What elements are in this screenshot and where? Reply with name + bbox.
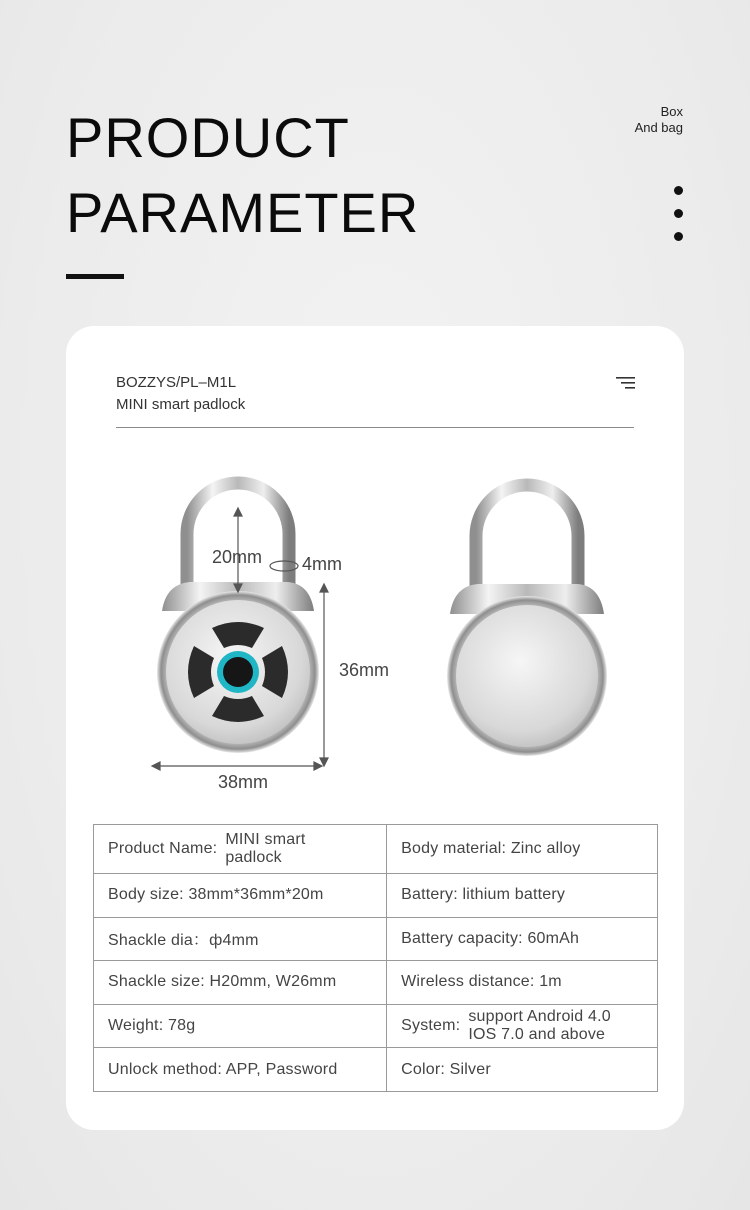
model-info <box>116 372 245 416</box>
parameter-card <box>66 326 684 1130</box>
menu-icon[interactable] <box>616 376 636 390</box>
cell-battery: Battery: lithium battery <box>387 874 658 918</box>
product-name-value-1: MINI smart <box>225 831 306 848</box>
header-divider <box>116 427 634 428</box>
cell-unlock-method: Unlock method: APP, Password <box>94 1048 387 1092</box>
table-row <box>94 825 658 874</box>
title-underline <box>66 274 124 279</box>
cell-body-size: Body size: 38mm*36mm*20m <box>94 874 387 918</box>
cell-shackle-dia: Shackle dia：ф4mm <box>94 917 387 961</box>
table-row <box>94 1004 658 1048</box>
table-row <box>94 961 658 1005</box>
table-row <box>94 917 658 961</box>
product-name-value-2: padlock <box>225 849 282 866</box>
corner-note <box>635 104 683 136</box>
dim-body-width: 38mm <box>218 772 269 792</box>
table-row <box>94 874 658 918</box>
dim-body-height: 36mm <box>339 660 390 680</box>
title-line-1: PRODUCT <box>66 106 350 169</box>
cell-wireless-distance: Wireless distance: 1m <box>387 961 658 1005</box>
padlock-back <box>447 485 607 756</box>
back-shackle <box>476 485 578 588</box>
model-description: MINI smart padlock <box>116 396 246 413</box>
dim-shackle-height: 20mm <box>212 547 263 567</box>
system-value-2: IOS 7.0 and above <box>468 1026 606 1044</box>
cell-body-material: Body material: Zinc alloy <box>387 825 658 874</box>
parameter-table <box>93 824 658 1092</box>
model-number: BOZZYS/PL–M1L <box>116 374 237 391</box>
system-key: System: <box>401 1017 461 1035</box>
corner-note-line-1: Box <box>660 104 683 119</box>
cell-color: Color: Silver <box>387 1048 658 1092</box>
cell-system <box>387 1004 658 1048</box>
more-dots-icon[interactable] <box>674 186 684 255</box>
cell-shackle-size: Shackle size: H20mm, W26mm <box>94 961 387 1005</box>
dim-shackle-dia: 4mm <box>302 554 342 574</box>
table-row <box>94 1048 658 1092</box>
system-value-1: support Android 4.0 <box>468 1008 611 1026</box>
cell-product-name <box>94 825 387 874</box>
cell-battery-capacity: Battery capacity: 60mAh <box>387 917 658 961</box>
title-line-2: PARAMETER <box>66 181 420 244</box>
cell-weight: Weight: 78g <box>94 1004 387 1048</box>
page-title <box>66 100 419 250</box>
corner-note-line-2: And bag <box>634 120 683 135</box>
product-name-key: Product Name: <box>108 840 218 857</box>
padlock-diagram <box>66 476 684 806</box>
